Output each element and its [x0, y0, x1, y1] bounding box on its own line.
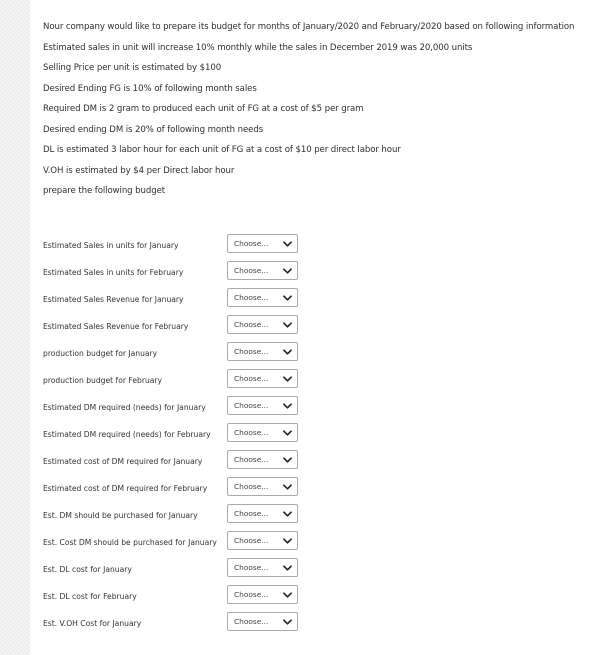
budget-row: [43, 261, 603, 288]
chevron-down-icon: [283, 564, 292, 572]
budget-row-label: Estimated Sales Revenue for February: [43, 322, 189, 331]
budget-row: [43, 531, 603, 558]
budget-row-label: Estimated Sales Revenue for January: [43, 295, 184, 304]
answer-select-value: Choose...: [234, 320, 269, 329]
answer-select-value: Choose...: [234, 374, 269, 383]
answer-select[interactable]: [227, 234, 298, 253]
budget-row: [43, 558, 603, 585]
chevron-down-icon: [283, 591, 292, 599]
chevron-down-icon: [283, 402, 292, 410]
answer-select-value: Choose...: [234, 509, 269, 518]
budget-row: [43, 342, 603, 369]
answer-select[interactable]: [227, 288, 298, 307]
info-line: Required DM is 2 gram to produced each unit of FG at a cost of $5 per gram: [43, 104, 364, 114]
chevron-down-icon: [283, 483, 292, 491]
answer-select[interactable]: [227, 558, 298, 577]
budget-row: [43, 288, 603, 315]
chevron-down-icon: [283, 456, 292, 464]
info-line: Nour company would like to prepare its budget for months of January/2020 and February/2020 based on following information: [43, 22, 575, 32]
budget-row-label: Estimated Sales in units for February: [43, 268, 184, 277]
answer-select-value: Choose...: [234, 239, 269, 248]
budget-row-label: Estimated cost of DM required for January: [43, 457, 203, 466]
chevron-down-icon: [283, 348, 292, 356]
budget-row-label: Est. DM should be purchased for January: [43, 511, 198, 520]
answer-select-value: Choose...: [234, 347, 269, 356]
answer-select-value: Choose...: [234, 617, 269, 626]
answer-select[interactable]: [227, 423, 298, 442]
chevron-down-icon: [283, 618, 292, 626]
answer-select[interactable]: [227, 261, 298, 280]
answer-select[interactable]: [227, 450, 298, 469]
answer-select[interactable]: [227, 369, 298, 388]
budget-row-label: Est. DL cost for January: [43, 565, 132, 574]
budget-row-label: Estimated Sales in units for January: [43, 241, 179, 250]
info-line: Desired Ending FG is 10% of following month sales: [43, 83, 257, 94]
budget-row: [43, 234, 603, 261]
question-panel: [30, 0, 611, 655]
answer-select[interactable]: [227, 531, 298, 550]
answer-select-value: Choose...: [234, 563, 269, 572]
budget-answer-list: [43, 234, 603, 639]
budget-row-label: production budget for January: [43, 349, 158, 358]
info-line: Estimated sales in unit will increase 10% monthly while the sales in December 2019 was 20,000 units: [43, 42, 473, 53]
chevron-down-icon: [283, 240, 292, 248]
answer-select-value: Choose...: [234, 428, 269, 437]
info-line: DL is estimated 3 labor hour for each unit of FG at a cost of $10 per direct labor hour: [43, 145, 401, 155]
budget-row: [43, 396, 603, 423]
info-line: Selling Price per unit is estimated by $100: [43, 63, 222, 73]
answer-select-value: Choose...: [234, 455, 269, 464]
answer-select-value: Choose...: [234, 590, 269, 599]
budget-row: [43, 315, 603, 342]
chevron-down-icon: [283, 294, 292, 302]
answer-select[interactable]: [227, 477, 298, 496]
chevron-down-icon: [283, 537, 292, 545]
budget-row-label: Estimated cost of DM required for February: [43, 484, 208, 493]
chevron-down-icon: [283, 321, 292, 329]
answer-select-value: Choose...: [234, 293, 269, 302]
answer-select-value: Choose...: [234, 401, 269, 410]
answer-select[interactable]: [227, 315, 298, 334]
answer-select-value: Choose...: [234, 482, 269, 491]
answer-select[interactable]: [227, 612, 298, 631]
budget-row-label: Est. Cost DM should be purchased for January: [43, 538, 217, 547]
budget-row-label: production budget for February: [43, 376, 163, 385]
chevron-down-icon: [283, 429, 292, 437]
question-text: [43, 17, 608, 202]
answer-select-value: Choose...: [234, 266, 269, 275]
answer-select[interactable]: [227, 585, 298, 604]
budget-row: [43, 612, 603, 639]
budget-row: [43, 477, 603, 504]
budget-row-label: Estimated DM required (needs) for January: [43, 403, 206, 412]
answer-select[interactable]: [227, 396, 298, 415]
budget-row-label: Est. V.OH Cost for January: [43, 619, 142, 628]
budget-row: [43, 450, 603, 477]
budget-row: [43, 504, 603, 531]
budget-row-label: Est. DL cost for February: [43, 592, 137, 601]
chevron-down-icon: [283, 375, 292, 383]
budget-row: [43, 585, 603, 612]
answer-select[interactable]: [227, 504, 298, 523]
budget-row-label: Estimated DM required (needs) for February: [43, 430, 211, 439]
chevron-down-icon: [283, 510, 292, 518]
info-line: Desired ending DM is 20% of following month needs: [43, 124, 264, 135]
info-line: V.OH is estimated by $4 per Direct labor hour: [43, 165, 235, 176]
chevron-down-icon: [283, 267, 292, 275]
answer-select-value: Choose...: [234, 536, 269, 545]
answer-select[interactable]: [227, 342, 298, 361]
budget-row: [43, 423, 603, 450]
budget-row: [43, 369, 603, 396]
info-line: prepare the following budget: [43, 186, 166, 196]
